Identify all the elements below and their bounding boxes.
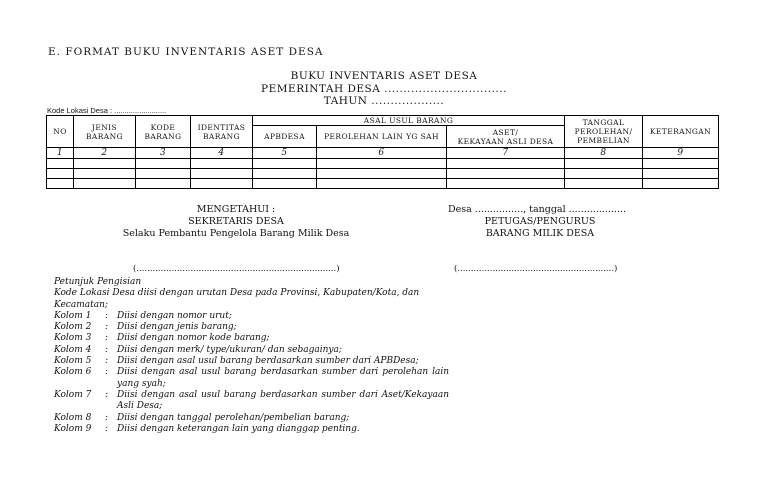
left-signature-line: (..........................................................................): [133, 264, 340, 274]
instruction-item: Kolom 8 : Diisi dengan tanggal perolehan/pembelian barang;: [54, 412, 350, 423]
header-kode-barang: KODE BARANG: [136, 116, 191, 148]
column-number: 9: [643, 148, 719, 159]
inventory-table: [46, 115, 719, 189]
header-tanggal-perolehan: TANGGAL PEROLEHAN/ PEMBELIAN: [565, 116, 643, 148]
table-row: [47, 179, 719, 189]
header-identitas-barang: IDENTITAS BARANG: [191, 116, 253, 148]
header-perolehan-lain: PEROLEHAN LAIN YG SAH: [317, 126, 447, 148]
header-jenis-barang: JENIS BARANG: [74, 116, 136, 148]
place-date-line: Desa ................, tanggal ...................: [448, 204, 627, 215]
header-asal-usul-barang: ASAL USUL BARANG: [253, 116, 565, 126]
column-number: 7: [447, 148, 565, 159]
column-number: 1: [47, 148, 74, 159]
instruction-item: Kolom 5 : Diisi dengan asal usul barang berdasarkan sumber dari APBDesa;: [54, 356, 419, 367]
column-number: 3: [136, 148, 191, 159]
instruction-item: Kolom 6 : Diisi dengan asal usul barang berdasarkan sumber dari perolehan lain yang syah;: [54, 367, 449, 389]
column-number: 4: [191, 148, 253, 159]
table-row: [47, 169, 719, 179]
column-number-row: [47, 148, 719, 159]
instruction-item: Kolom 9 : Diisi dengan keterangan lain yang dianggap penting.: [54, 423, 360, 434]
column-number: 8: [565, 148, 643, 159]
document-title: BUKU INVENTARIS ASET DESA: [290, 70, 478, 82]
instruction-item: Kolom 1 : Diisi dengan nomor urut;: [54, 310, 232, 321]
right-signature-line: (..........................................................): [454, 264, 618, 274]
instruction-item: Kolom 3 : Diisi dengan nomor kode barang;: [54, 333, 270, 344]
kode-lokasi-desa: Kode Lokasi Desa : .........................: [47, 106, 167, 115]
pembantu-pengelola-label: Selaku Pembantu Pengelola Barang Milik Desa: [122, 228, 350, 239]
instruction-item: Kolom 4 : Diisi dengan merk/ type/ukuran/ dan sebagainya;: [54, 344, 342, 355]
column-number: 2: [74, 148, 136, 159]
pemerintah-desa-line: PEMERINTAH DESA ................................: [261, 83, 507, 95]
sekretaris-desa-label: SEKRETARIS DESA: [188, 216, 284, 227]
column-number: 5: [253, 148, 317, 159]
mengetahui-label: MENGETAHUI :: [196, 204, 276, 215]
barang-milik-desa-label: BARANG MILIK DESA: [485, 228, 595, 239]
instructions: [54, 277, 454, 435]
section-title: E. FORMAT BUKU INVENTARIS ASET DESA: [48, 46, 324, 58]
instruction-item: Kolom 7 : Diisi dengan asal usul barang berdasarkan sumber dari Aset/Kekayaan Asli Desa;: [54, 389, 449, 412]
table-row: [47, 159, 719, 169]
header-no: NO: [47, 116, 74, 148]
instructions-intro: Kode Lokasi Desa diisi dengan urutan Desa pada Provinsi, Kabupaten/Kota, dan Kecamatan;: [54, 288, 420, 310]
tahun-line: TAHUN ...................: [323, 95, 445, 107]
header-keterangan: KETERANGAN: [643, 116, 719, 148]
petugas-pengurus-label: PETUGAS/PENGURUS: [484, 216, 596, 227]
instruction-item: Kolom 2 : Diisi dengan jenis barang;: [54, 322, 237, 333]
instructions-title: Petunjuk Pengisian: [54, 277, 142, 287]
column-number: 6: [317, 148, 447, 159]
header-aset-kekayaan: ASET/ KEKAYAAN ASLI DESA: [447, 126, 565, 148]
header-apbdesa: APBDESA: [253, 126, 317, 148]
